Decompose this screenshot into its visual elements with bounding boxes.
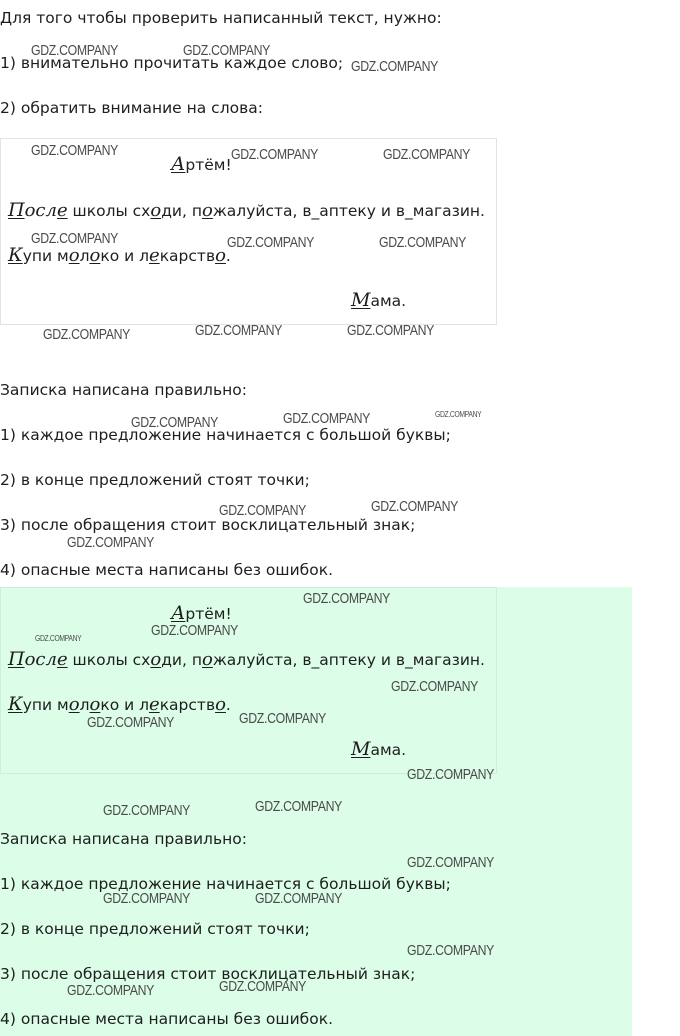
watermark: GDZ.COMPANY xyxy=(379,234,467,251)
watermark: GDZ.COMPANY xyxy=(31,42,119,59)
answer-note-greeting: Артём! xyxy=(171,602,232,624)
watermark: GDZ.COMPANY xyxy=(255,890,343,907)
watermark: GDZ.COMPANY xyxy=(67,534,155,551)
answer-conclusion-item-4: 4) опасные места написаны без ошибок. xyxy=(0,1010,334,1028)
answer-note-sentence-2: Купи молоко и лекарство. xyxy=(8,693,231,715)
watermark: GDZ.COMPANY xyxy=(407,942,495,959)
answer-note-sentence-1: После школы сходи, пожалуйста, в_аптеку и в_магазин. xyxy=(8,648,485,670)
note-sentence-1: После школы сходи, пожалуйста, в_аптеку и в_магазин. xyxy=(8,199,485,221)
note-sentence-2: Купи молоко и лекарство. xyxy=(8,244,231,266)
watermark: GDZ.COMPANY xyxy=(103,802,191,819)
conclusion-item-3: 3) после обращения стоит восклицательный знак; xyxy=(0,516,416,534)
watermark: GDZ.COMPANY xyxy=(35,634,82,643)
watermark: GDZ.COMPANY xyxy=(407,766,495,783)
answer-note-signature: Мама. xyxy=(351,738,407,760)
watermark: GDZ.COMPANY xyxy=(407,854,495,871)
watermark: GDZ.COMPANY xyxy=(43,326,131,343)
watermark: GDZ.COMPANY xyxy=(183,42,271,59)
watermark: GDZ.COMPANY xyxy=(31,142,119,159)
answer-conclusion-item-1: 1) каждое предложение начинается с большой буквы; xyxy=(0,875,451,893)
watermark: GDZ.COMPANY xyxy=(435,410,482,419)
watermark: GDZ.COMPANY xyxy=(219,978,307,995)
watermark: GDZ.COMPANY xyxy=(31,230,119,247)
watermark: GDZ.COMPANY xyxy=(87,714,175,731)
watermark: GDZ.COMPANY xyxy=(239,710,327,727)
conclusion-item-2: 2) в конце предложений стоят точки; xyxy=(0,471,310,489)
watermark: GDZ.COMPANY xyxy=(227,234,315,251)
watermark: GDZ.COMPANY xyxy=(351,58,439,75)
intro-text: Для того чтобы проверить написанный текст, нужно: xyxy=(0,9,442,27)
conclusion-item-4: 4) опасные места написаны без ошибок. xyxy=(0,561,334,579)
watermark: GDZ.COMPANY xyxy=(283,410,371,427)
answer-conclusion-item-2: 2) в конце предложений стоят точки; xyxy=(0,920,310,938)
watermark: GDZ.COMPANY xyxy=(231,146,319,163)
watermark: GDZ.COMPANY xyxy=(131,414,219,431)
watermark: GDZ.COMPANY xyxy=(195,322,283,339)
watermark: GDZ.COMPANY xyxy=(219,502,307,519)
note-greeting: Артём! xyxy=(171,153,232,175)
note-signature: Мама. xyxy=(351,289,407,311)
step-1: 1) внимательно прочитать каждое слово; xyxy=(0,54,344,72)
watermark: GDZ.COMPANY xyxy=(371,498,459,515)
step-2: 2) обратить внимание на слова: xyxy=(0,99,263,117)
answer-conclusion-item-3: 3) после обращения стоит восклицательный знак; xyxy=(0,965,416,983)
watermark: GDZ.COMPANY xyxy=(347,322,435,339)
conclusion-item-1: 1) каждое предложение начинается с большой буквы; xyxy=(0,426,451,444)
watermark: GDZ.COMPANY xyxy=(391,678,479,695)
conclusion-title: Записка написана правильно: xyxy=(0,381,247,399)
watermark: GDZ.COMPANY xyxy=(303,590,391,607)
watermark: GDZ.COMPANY xyxy=(151,622,239,639)
watermark: GDZ.COMPANY xyxy=(255,798,343,815)
watermark: GDZ.COMPANY xyxy=(103,890,191,907)
watermark: GDZ.COMPANY xyxy=(383,146,471,163)
answer-conclusion-title: Записка написана правильно: xyxy=(0,830,247,848)
watermark: GDZ.COMPANY xyxy=(67,982,155,999)
